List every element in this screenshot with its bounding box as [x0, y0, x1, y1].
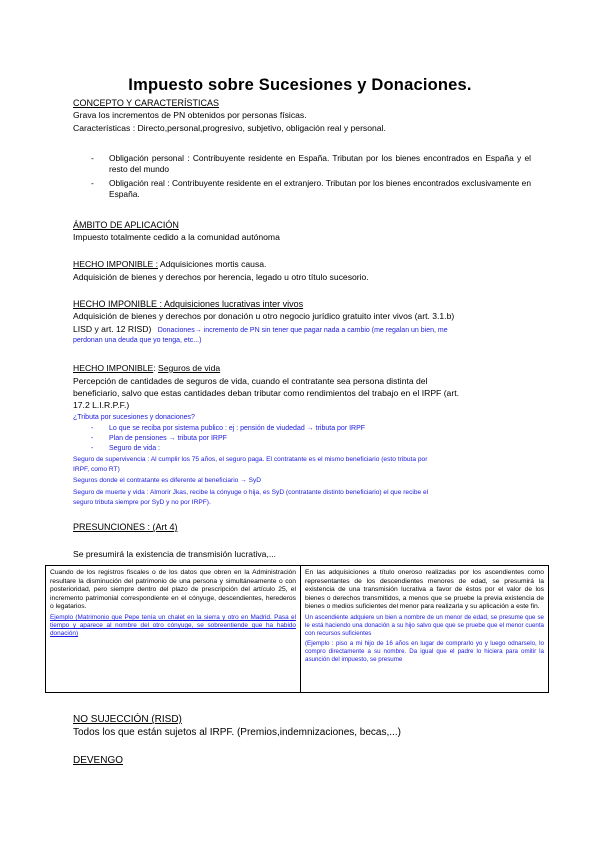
presunciones-left-cell — [46, 566, 301, 693]
presunciones-text: Se presumirá la existencia de transmisión lucrativa,... — [73, 549, 276, 559]
concepto-heading: CONCEPTO Y CARACTERÍSTICAS — [73, 98, 220, 108]
hecho3-blue-2: IRPF, como RT) — [73, 466, 120, 473]
hecho2-note-2: perdonan una deuda que yo tenga, etc...) — [73, 337, 202, 344]
presunciones-left-example: Ejemplo (Matrimonio que Pepe tenía un chalet en la sierra y otro en Madrid. Pasa el tiempo y aparece al nombre del otro cónyuge, se sobreentiende que ha habido donación) — [50, 613, 296, 637]
no-sujecion-heading: NO SUJECCIÓN (RISD) — [73, 714, 182, 725]
no-sujecion-text: Todos los que están sujetos al IRPF. (Premios,indemnizaciones, becas,...) — [73, 727, 401, 738]
hecho1-heading-line — [73, 259, 533, 270]
hecho3-bullet-3: - Seguro de vida : — [91, 445, 160, 452]
hecho3-blue-3: Seguros donde el contratante es diferente al beneficiario → SyD — [73, 477, 262, 484]
concepto-line-2: Características : Directo,personal,progresivo, subjetivo, obligación real y personal. — [73, 123, 386, 133]
hecho1-text: Adquisición de bienes y derechos por herencia, legado u otro título sucesorio. — [73, 272, 369, 282]
hecho3-bullet-1-text: Lo que se reciba por sistema publico : ej : pensión de viudedad → tributa por IRPF — [109, 425, 366, 432]
hecho3-heading-rest: Seguros de vida — [158, 363, 221, 373]
hecho3-blue-4: Seguro de muerte y vida : Almorir Jkas, recibe la cónyuge o hija, es SyD (contratante distinto beneficiario) el que recibe el — [73, 489, 429, 496]
concepto-bullet-1-text: Obligación personal : Contribuyente residente en España. Tributan por los bienes encontrados en España y el resto del mundo — [109, 153, 531, 174]
concepto-bullet-2-text: Obligación real : Contribuyente residente en el extranjero. Tributan por los bienes encontrados exclusivamente en España. — [109, 178, 531, 199]
concepto-bullet-1: - Obligación personal : Contribuyente residente en España. Tributan por los bienes encontrados en España y el resto del mundo — [91, 153, 531, 174]
hecho3-line-3: 17.2 L.I.R.P.F.) — [73, 400, 130, 410]
hecho3-bullet-3-text: Seguro de vida : — [109, 445, 160, 452]
hecho3-blue-1: Seguro de supervivencia : Al cumplir los 75 años, el seguro paga. El contratante es el mismo beneficiario (esto tributa por — [73, 456, 428, 463]
hecho3-question: ¿Tributa por sucesiones y donaciones? — [73, 414, 195, 421]
hecho3-heading-line — [73, 363, 533, 374]
presunciones-table — [45, 565, 549, 693]
hecho1-heading-rest: Adquisiciones mortis causa. — [158, 259, 267, 269]
hecho2-note-1: Donaciones→ incremento de PN sin tener que pagar nada a cambio (me regalan un bien, me — [157, 327, 448, 334]
hecho3-bullet-2-text: Plan de pensiones → tributa por IRPF — [109, 435, 227, 442]
presunciones-right-example: (Ejemplo : piso a mi hijo de 16 años en lugar de comprarlo yo y luego odnarselo, lo compro directamente a su nombre. Da igual que el padre lo hiciera para omitir la asunción del impuesto, se presume — [305, 639, 544, 663]
hecho3-bullet-2: - Plan de pensiones → tributa por IRPF — [91, 435, 227, 442]
concepto-line-1: Grava los incrementos de PN obtenidos por personas físicas. — [73, 110, 307, 120]
presunciones-right-text: En las adquisiciones a título oneroso realizadas por los ascendientes como representantes de los descendientes menores de edad, se presumirá la existencia de una transmisión lucrativa a favor de éstos por el valor de los bienes o derechos transmitidos, a menos que se pruebe la previa existencia de bienes o medios suficientes del menor para realizarla y su aplicación a este fin. — [305, 569, 544, 611]
hecho2-line-1: Adquisición de bienes y derechos por donación u otro negocio jurídico gratuito inter vivos (art. 3.1.b) — [73, 311, 455, 321]
hecho2-line-2: LISD y art. 12 RISD) — [73, 324, 152, 334]
hecho2-heading: HECHO IMPONIBLE : Adquisiciones lucrativas inter vivos — [73, 299, 304, 309]
hecho3-line-1: Percepción de cantidades de seguros de vida, cuando el contratante sea persona distinta del — [73, 376, 428, 386]
hecho3-blue-5: seguro tributa siempre por SyD y no por IRPF). — [73, 499, 211, 506]
hecho1-heading: HECHO IMPONIBLE : — [73, 259, 158, 269]
concepto-bullet-2: - Obligación real : Contribuyente residente en el extranjero. Tributan por los bienes encontrados exclusivamente en España. — [91, 178, 531, 199]
ambito-heading: ÁMBITO DE APLICACIÓN — [73, 220, 179, 230]
document-title: Impuesto sobre Sucesiones y Donaciones. — [128, 76, 472, 94]
hecho3-line-2: beneficiario, salvo que estas cantidades deban tributar como rendimientos del trabajo en el IRPF (art. — [73, 388, 459, 398]
presunciones-right-cell — [301, 566, 549, 693]
presunciones-heading: PRESUNCIONES : (Art 4) — [73, 522, 178, 532]
hecho2-line-2-row — [73, 324, 533, 336]
presunciones-right-note: Un ascendiente adquiere un bien a nombre de un menor de edad, se presume que se le está haciendo una donación a su hijo salvo que que se pruebe que el menor cuenta con recursos suficientes — [305, 613, 544, 637]
hecho3-bullet-1: - Lo que se reciba por sistema publico : ej : pensión de viudedad → tributa por IRPF — [91, 425, 366, 432]
hecho3-heading: HECHO IMPONIBLE — [73, 363, 154, 373]
hecho3-heading-sep: : — [153, 363, 159, 373]
devengo-heading: DEVENGO — [73, 755, 124, 766]
presunciones-left-text: Cuando de los registros fiscales o de los datos que obren en la Administración resultare la disminución del patrimonio de una persona y simultáneamente o con posterioridad, pero siempre dentro del plazo de prescripción del artículo 25, el incremento patrimonial correspondiente en el cónyuge, descendientes, herederos o legatarios. — [50, 569, 296, 611]
ambito-text: Impuesto totalmente cedido a la comunidad autónoma — [73, 232, 280, 242]
